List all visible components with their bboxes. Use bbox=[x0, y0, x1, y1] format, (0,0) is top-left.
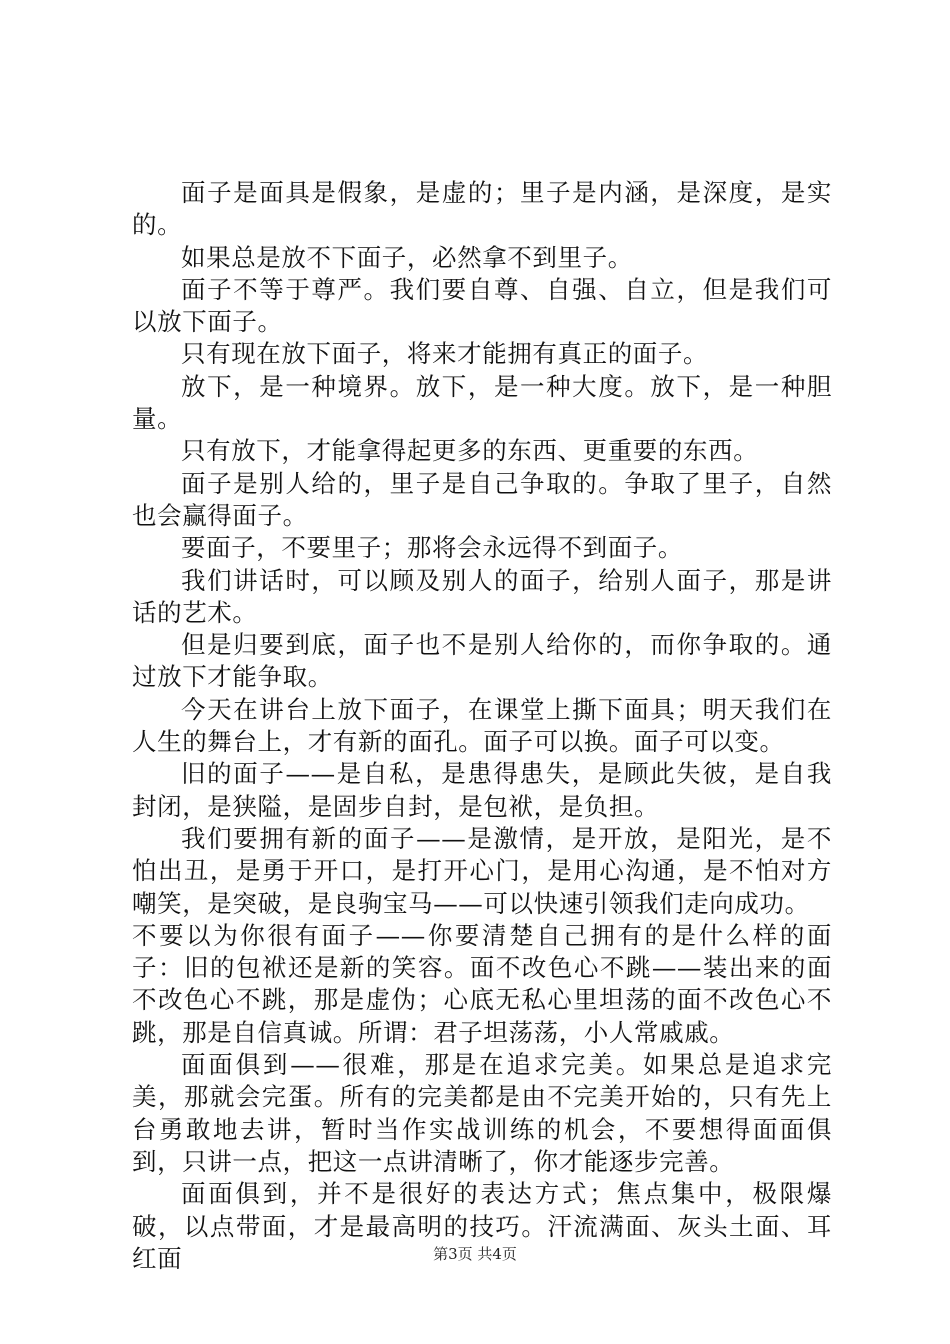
document-body bbox=[132, 177, 832, 1275]
paragraph: 面子是别人给的，里子是自己争取的。争取了里子，自然也会赢得面子。 bbox=[132, 468, 832, 530]
paragraph: 我们要拥有新的面子——是激情，是开放，是阳光，是不怕出丑，是勇于开口，是打开心门，是用心沟通，是不怕对方嘲笑，是突破，是良驹宝马——可以快速引领我们走向成功。 bbox=[132, 823, 832, 918]
page-number-label: 第3页 共4页 bbox=[433, 1245, 517, 1263]
paragraph: 放下，是一种境界。放下，是一种大度。放下，是一种胆量。 bbox=[132, 371, 832, 434]
paragraph: 要面子，不要里子；那将会永远得不到面子。 bbox=[181, 533, 683, 563]
page-footer bbox=[0, 1243, 950, 1264]
paragraph: 面子是面具是假象，是虚的；里子是内涵，是深度，是实的。 bbox=[132, 178, 832, 240]
paragraph: 只有放下，才能拿得起更多的东西、更重要的东西。 bbox=[181, 436, 759, 466]
paragraph: 面面俱到——很难，那是在追求完美。如果总是追求完美，那就会完蛋。所有的完美都是由不完美开始的，只有先上台勇敢地去讲，暂时当作实战训练的机会，不要想得面面俱到，只讲一点，把这一点讲清晰了，你才能逐步完善。 bbox=[132, 1050, 832, 1176]
paragraph: 只有现在放下面子，将来才能拥有真正的面子。 bbox=[181, 339, 709, 369]
paragraph: 如果总是放不下面子，必然拿不到里子。 bbox=[181, 242, 633, 272]
paragraph: 面子不等于尊严。我们要自尊、自强、自立，但是我们可以放下面子。 bbox=[132, 274, 832, 337]
paragraph: 面面俱到，并不是很好的表达方式；焦点集中，极限爆破，以点带面，才是最高明的技巧。汗流满面、灰头土面、耳红面 bbox=[132, 1179, 832, 1273]
paragraph: 我们讲话时，可以顾及别人的面子，给别人面子，那是讲话的艺术。 bbox=[132, 565, 832, 627]
paragraph: 但是归要到底，面子也不是别人给你的，而你争取的。通过放下才能争取。 bbox=[132, 630, 832, 692]
paragraph: 旧的面子——是自私，是患得患失，是顾此失彼，是自我封闭，是狭隘，是固步自封，是包袱，是负担。 bbox=[132, 759, 832, 821]
paragraph: 不要以为你很有面子——你要清楚自己拥有的是什么样的面子：旧的包袱还是新的笑容。面不改色心不跳——装出来的面不改色心不跳，那是虚伪；心底无私心里坦荡的面不改色心不跳，那是自信真诚。所谓：君子坦荡荡，小人常戚戚。 bbox=[132, 920, 832, 1047]
paragraph: 今天在讲台上放下面子，在课堂上撕下面具；明天我们在人生的舞台上，才有新的面孔。面子可以换。面子可以变。 bbox=[132, 694, 832, 757]
